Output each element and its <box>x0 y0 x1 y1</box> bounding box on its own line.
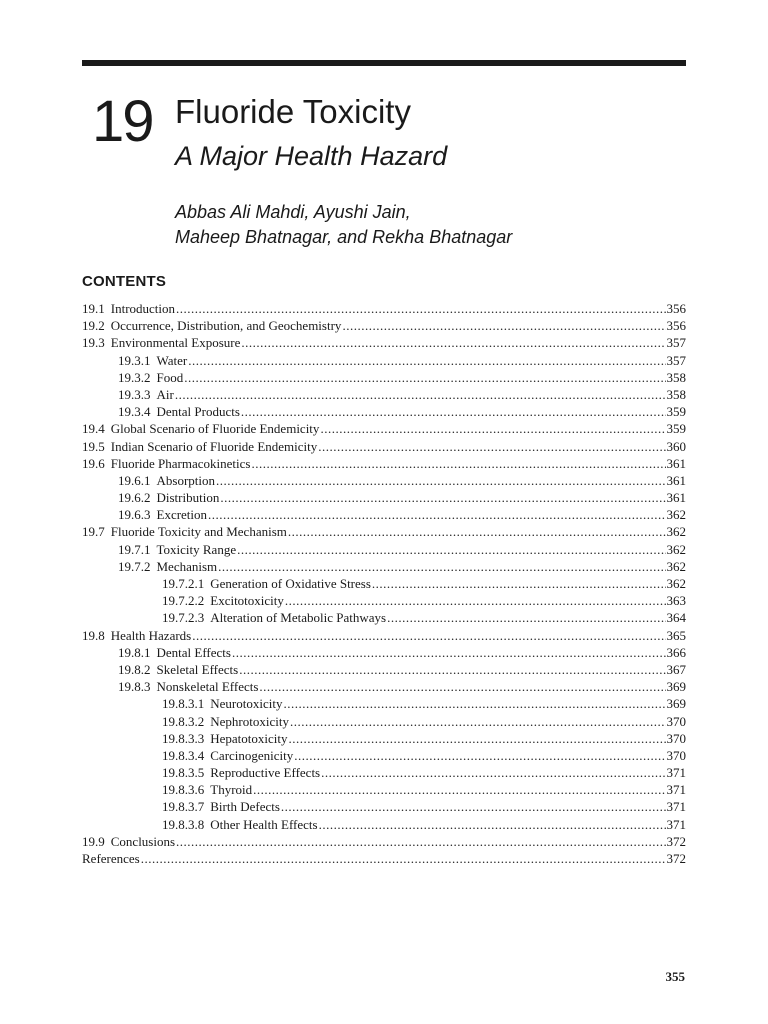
toc-entry-number: 19.8.2 <box>118 661 151 677</box>
toc-entry-page: 370 <box>666 713 686 729</box>
toc-entry-number: 19.3.2 <box>118 369 151 385</box>
toc-dot-leader <box>241 334 665 351</box>
toc-entry-title: Nephrotoxicity <box>210 713 289 729</box>
toc-dot-leader <box>176 833 665 850</box>
toc-entry-title: Dental Effects <box>156 644 231 660</box>
toc-entry-number: 19.7.2 <box>118 558 151 574</box>
toc-entry[interactable] <box>82 523 686 540</box>
toc-entry-number: 19.8.3.2 <box>162 713 205 729</box>
toc-entry-number: 19.7.1 <box>118 541 151 557</box>
toc-entry-page: 362 <box>666 576 686 591</box>
toc-entry-page: 363 <box>666 593 686 609</box>
toc-entry[interactable] <box>82 575 686 592</box>
toc-entry[interactable] <box>82 386 686 403</box>
toc-dot-leader <box>342 317 665 334</box>
toc-dot-leader <box>208 506 665 523</box>
toc-dot-leader <box>184 369 665 386</box>
toc-entry-title: Excretion <box>156 507 208 523</box>
toc-entry-page: 365 <box>666 627 686 643</box>
toc-dot-leader <box>239 661 665 678</box>
toc-entry-page: 359 <box>666 404 686 420</box>
toc-dot-leader <box>318 438 665 455</box>
toc-entry-number: 19.8.3.4 <box>162 747 205 763</box>
toc-entry-page: 362 <box>666 541 686 557</box>
toc-entry-title: Hepatotoxicity <box>210 730 288 746</box>
toc-dot-leader <box>237 541 665 558</box>
toc-entry[interactable] <box>82 609 686 626</box>
toc-entry-page: 362 <box>666 558 686 574</box>
toc-entry[interactable] <box>82 369 686 386</box>
toc-entry[interactable] <box>82 798 686 815</box>
toc-entry[interactable] <box>82 627 686 644</box>
toc-entry-title: Dental Products <box>156 404 240 420</box>
toc-entry-page: 358 <box>666 386 686 402</box>
toc-entry-page: 361 <box>666 455 686 471</box>
toc-entry-page: 371 <box>666 765 686 781</box>
toc-entry-title: Conclusions <box>110 833 176 849</box>
toc-entry[interactable] <box>82 747 686 764</box>
toc-entry-page: 367 <box>666 661 686 677</box>
toc-entry[interactable] <box>82 438 686 455</box>
toc-entry-title: Nonskeletal Effects <box>156 679 259 695</box>
toc-dot-leader <box>372 575 666 592</box>
toc-entry-title: Other Health Effects <box>210 816 318 832</box>
toc-entry[interactable] <box>82 472 686 489</box>
toc-entry-number: 19.8.3.6 <box>162 782 205 798</box>
toc-entry-page: 361 <box>666 490 686 506</box>
toc-entry-title: Toxicity Range <box>156 541 237 557</box>
toc-entry-number: 19.2 <box>82 318 105 334</box>
toc-dot-leader <box>232 644 666 661</box>
toc-entry[interactable] <box>82 661 686 678</box>
toc-entry-page: 370 <box>666 747 686 763</box>
toc-entry[interactable] <box>82 816 686 833</box>
table-of-contents <box>82 300 686 867</box>
toc-entry-page: 372 <box>666 851 686 866</box>
toc-entry-number: 19.3 <box>82 335 105 351</box>
toc-entry[interactable] <box>82 541 686 558</box>
toc-entry[interactable] <box>82 300 686 317</box>
toc-entry-title: Distribution <box>156 490 220 506</box>
toc-dot-leader <box>241 403 666 420</box>
toc-entry-number: 19.7.2.3 <box>162 610 205 626</box>
toc-entry-number: 19.1 <box>82 301 105 316</box>
toc-entry-title: Excitotoxicity <box>210 593 284 609</box>
toc-entry[interactable] <box>82 334 686 351</box>
toc-dot-leader <box>283 695 665 712</box>
toc-dot-leader <box>288 523 666 540</box>
toc-entry-number: 19.9 <box>82 833 105 849</box>
toc-entry-number: 19.8.3 <box>118 679 151 695</box>
toc-entry-title: Neurotoxicity <box>210 696 283 712</box>
authors-line: Maheep Bhatnagar, and Rekha Bhatnagar <box>175 227 513 247</box>
toc-entry[interactable] <box>82 678 686 695</box>
toc-entry[interactable] <box>82 455 686 472</box>
toc-entry-title: Global Scenario of Fluoride Endemicity <box>110 421 320 437</box>
toc-entry-number: 19.3.3 <box>118 386 151 402</box>
toc-entry-number: 19.6.2 <box>118 490 151 506</box>
toc-entry-number: 19.3.4 <box>118 404 151 420</box>
toc-entry-page: 356 <box>666 318 686 334</box>
toc-entry-title: Occurrence, Distribution, and Geochemistry <box>110 318 342 334</box>
toc-entry-page: 362 <box>666 524 686 540</box>
toc-entry-page: 356 <box>666 301 686 316</box>
toc-entry-page: 359 <box>666 421 686 437</box>
toc-dot-leader <box>251 455 665 472</box>
toc-entry[interactable] <box>82 764 686 781</box>
toc-entry-title: Carcinogenicity <box>210 747 294 763</box>
toc-entry[interactable] <box>82 730 686 747</box>
toc-entry[interactable] <box>82 558 686 575</box>
toc-entry-number: 19.6.3 <box>118 507 151 523</box>
toc-dot-leader <box>188 352 665 369</box>
toc-entry-number: 19.7 <box>82 524 105 540</box>
toc-entry-page: 371 <box>666 816 686 832</box>
toc-entry[interactable] <box>82 713 686 730</box>
toc-entry-page: 369 <box>666 679 686 695</box>
toc-entry-title: Thyroid <box>210 782 253 798</box>
toc-entry-title: Mechanism <box>156 558 218 574</box>
page-number: 355 <box>665 969 685 984</box>
toc-entry-page: 358 <box>666 369 686 385</box>
toc-dot-leader <box>253 781 665 798</box>
toc-entry[interactable] <box>82 850 686 867</box>
toc-entry-title: Alteration of Metabolic Pathways <box>210 610 387 626</box>
toc-entry-number: 19.3.1 <box>118 352 151 368</box>
toc-dot-leader <box>319 816 666 833</box>
toc-entry[interactable] <box>82 781 686 798</box>
toc-entry-number: 19.8.3.1 <box>162 696 205 712</box>
toc-entry-number: 19.8.3.8 <box>162 816 205 832</box>
toc-entry-page: 371 <box>666 782 686 798</box>
toc-entry-number: 19.8.3.3 <box>162 730 205 746</box>
toc-entry-title: Generation of Oxidative Stress <box>210 576 371 591</box>
toc-entry-page: 366 <box>666 644 686 660</box>
chapter-authors <box>175 200 512 250</box>
toc-entry-title: Introduction <box>110 301 176 316</box>
toc-entry-title: Food <box>156 369 184 385</box>
toc-entry-page: 357 <box>666 352 686 368</box>
toc-entry[interactable] <box>82 644 686 661</box>
toc-dot-leader <box>220 489 665 506</box>
toc-entry[interactable] <box>82 489 686 506</box>
toc-entry-title: Birth Defects <box>210 799 280 815</box>
toc-entry-page: 364 <box>666 610 686 626</box>
chapter-title: Fluoride Toxicity <box>175 93 411 130</box>
toc-entry[interactable] <box>82 317 686 334</box>
toc-dot-leader <box>294 747 665 764</box>
toc-dot-leader <box>289 730 666 747</box>
toc-entry[interactable] <box>82 506 686 523</box>
toc-dot-leader <box>192 627 665 644</box>
toc-entry-page: 370 <box>666 730 686 746</box>
toc-dot-leader <box>176 300 665 317</box>
toc-entry-number: 19.7.2.2 <box>162 593 205 609</box>
authors-line: Abbas Ali Mahdi, Ayushi Jain, <box>175 202 411 222</box>
toc-entry-page: 362 <box>666 507 686 523</box>
toc-entry-number: 19.7.2.1 <box>162 576 205 591</box>
toc-dot-leader <box>320 420 665 437</box>
toc-entry[interactable] <box>82 833 686 850</box>
toc-dot-leader <box>259 678 665 695</box>
toc-entry-number: 19.5 <box>82 438 105 454</box>
toc-dot-leader <box>321 764 665 781</box>
toc-entry[interactable] <box>82 403 686 420</box>
toc-dot-leader <box>281 798 666 815</box>
toc-entry-title: Air <box>156 386 174 402</box>
toc-entry-title: Water <box>156 352 188 368</box>
toc-entry[interactable] <box>82 352 686 369</box>
toc-entry-page: 372 <box>666 833 686 849</box>
toc-entry-number: 19.8.3.5 <box>162 765 205 781</box>
toc-entry-page: 360 <box>666 438 686 454</box>
toc-entry-title: Fluoride Toxicity and Mechanism <box>110 524 287 540</box>
toc-dot-leader <box>387 609 665 626</box>
toc-entry-number: 19.8.3.7 <box>162 799 205 815</box>
toc-entry-number: 19.4 <box>82 421 105 437</box>
toc-entry-title: References <box>82 851 140 866</box>
toc-dot-leader <box>175 386 666 403</box>
toc-entry-title: Skeletal Effects <box>156 661 239 677</box>
toc-dot-leader <box>218 558 665 575</box>
toc-entry-title: Fluoride Pharmacokinetics <box>110 455 251 471</box>
toc-dot-leader <box>290 713 666 730</box>
toc-entry-page: 361 <box>666 472 686 488</box>
contents-heading: CONTENTS <box>82 273 167 290</box>
chapter-subtitle: A Major Health Hazard <box>175 141 448 171</box>
chapter-number: 19 <box>92 89 153 154</box>
toc-entry[interactable] <box>82 592 686 609</box>
toc-entry[interactable] <box>82 420 686 437</box>
toc-entry-title: Health Hazards <box>110 627 192 643</box>
toc-entry-page: 357 <box>666 335 686 351</box>
toc-entry-number: 19.8.1 <box>118 644 151 660</box>
toc-entry-title: Indian Scenario of Fluoride Endemicity <box>110 438 318 454</box>
toc-entry-number: 19.6 <box>82 455 105 471</box>
toc-entry-number: 19.8 <box>82 627 105 643</box>
toc-dot-leader <box>141 850 666 867</box>
toc-dot-leader <box>285 592 666 609</box>
toc-entry[interactable] <box>82 695 686 712</box>
toc-entry-number: 19.6.1 <box>118 472 151 488</box>
toc-entry-title: Absorption <box>156 472 215 488</box>
toc-entry-title: Environmental Exposure <box>110 335 241 351</box>
toc-dot-leader <box>216 472 666 489</box>
toc-entry-title: Reproductive Effects <box>210 765 321 781</box>
toc-entry-page: 369 <box>666 696 686 712</box>
chapter-top-rule <box>82 60 686 66</box>
toc-entry-page: 371 <box>666 799 686 815</box>
